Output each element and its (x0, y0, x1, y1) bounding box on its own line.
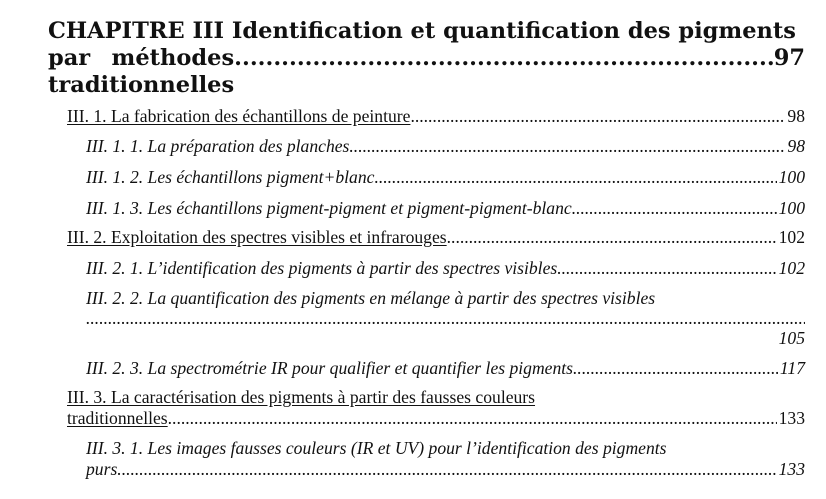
toc-entry-title-line2: purs (86, 459, 118, 479)
dot-leader (572, 197, 777, 219)
toc-entry-subsection[interactable] (86, 135, 805, 157)
toc-entry-title: III. 1. 1. La préparation des planches (86, 136, 350, 156)
toc-entry-page: 105 (778, 328, 805, 348)
toc-entry-page: 98 (787, 106, 805, 126)
dot-leader (573, 357, 778, 379)
toc-entry-last-line (67, 408, 805, 429)
toc-entry-page: 117 (779, 358, 805, 378)
toc-entry-title: III. 1. 3. Les échantillons pigment-pigment et pigment-pigment-blanc (86, 198, 572, 218)
dot-leader (117, 459, 776, 480)
dot-leader (86, 308, 805, 328)
chapter-title-line2-row (48, 45, 805, 99)
dot-leader (234, 45, 774, 72)
table-of-contents (48, 18, 805, 480)
toc-entry-page: 102 (778, 258, 805, 278)
toc-entry-title-line1: III. 3. 1. Les images fausses couleurs (IR et UV) pour l’identification des pigments (86, 438, 667, 458)
toc-entry-last-line (86, 459, 805, 480)
toc-entry-title: III. 1. 2. Les échantillons pigment+blanc. (86, 167, 379, 187)
toc-entry-subsection[interactable] (86, 166, 805, 188)
toc-entry-page: 98 (787, 136, 805, 156)
chapter-title-line2: par méthodes traditionnelles (48, 45, 235, 98)
toc-entry-subsection[interactable] (86, 257, 805, 279)
toc-entry-title: III. 2. 2. La quantification des pigments en mélange à partir des spectres visibles (86, 288, 656, 308)
toc-entry-subsection[interactable] (86, 197, 805, 219)
toc-entry-title-line2: traditionnelles (67, 408, 168, 428)
toc-entry-title: III. 2. 1. L’identification des pigments à partir des spectres visibles (86, 258, 558, 278)
toc-entry-page: 102 (778, 227, 805, 247)
chapter-page-number: 97 (773, 45, 805, 71)
dot-leader (349, 135, 785, 157)
toc-entry-page: 133 (778, 408, 805, 428)
chapter-title-line1: CHAPITRE III Identification et quantification des pigments (48, 18, 796, 44)
toc-entry-page: 133 (778, 459, 805, 479)
toc-entry-title-line1: III. 3. La caractérisation des pigments à partir des fausses couleurs (67, 387, 536, 407)
toc-entry-section[interactable] (67, 105, 805, 127)
chapter-heading (48, 18, 805, 99)
toc-entry-subsection[interactable] (86, 288, 805, 348)
toc-entry-section[interactable] (67, 226, 805, 248)
toc-entry-title: III. 1. La fabrication des échantillons de peinture (67, 106, 411, 126)
dot-leader (410, 105, 785, 127)
toc-entry-title: III. 2. Exploitation des spectres visibles et infrarouges (67, 227, 447, 247)
dot-leader (168, 408, 777, 429)
toc-entry-subsection[interactable] (86, 438, 805, 480)
toc-entry-page: 100 (778, 167, 805, 187)
dot-leader (379, 166, 777, 188)
toc-entry-subsection[interactable] (86, 357, 805, 379)
toc-entry-title: III. 2. 3. La spectrométrie IR pour qualifier et quantifier les pigments (86, 358, 574, 378)
toc-entry-section[interactable] (67, 387, 805, 429)
toc-entry-page: 100 (778, 198, 805, 218)
dot-leader (447, 226, 777, 248)
dot-leader (557, 257, 776, 279)
